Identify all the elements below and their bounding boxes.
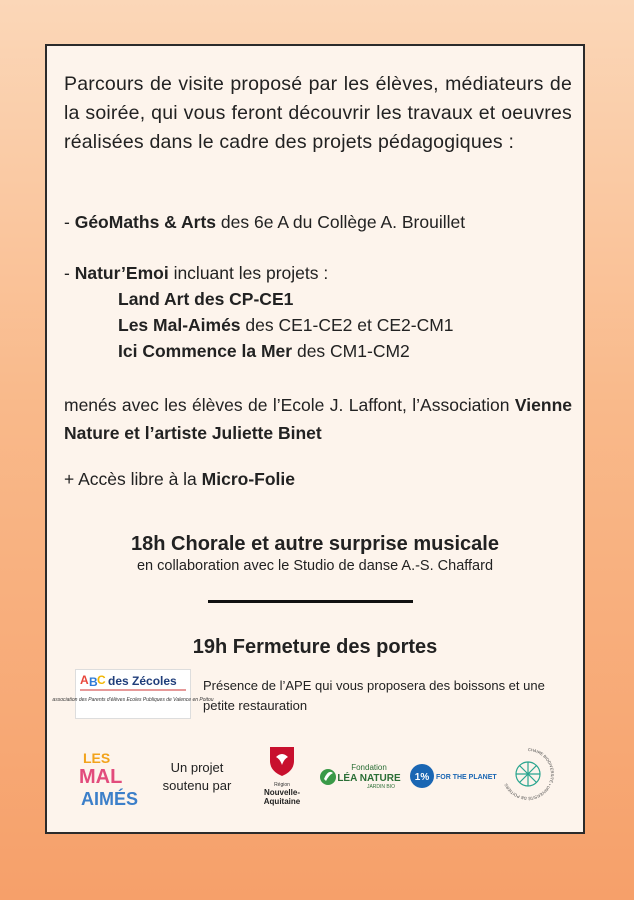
lma-aimes: AIMÉS: [81, 789, 139, 809]
chaire-text: CHAIRE BIODIVERSITÉ • UNIVERSITÉ DE POITIERS: [503, 746, 555, 802]
partners-paragraph: [64, 391, 572, 447]
microfolie-title: Micro-Folie: [201, 469, 295, 489]
les-mal-aimes-logo: [77, 747, 147, 809]
geomaths-title: GéoMaths & Arts: [74, 212, 217, 232]
planet-pct: 1%: [414, 772, 430, 783]
geomaths-line: [64, 210, 465, 234]
lea-line1: Fondation: [351, 763, 387, 772]
fermeture-title: 19h Fermeture des portes: [192, 636, 438, 658]
naturemoi-prefix: -: [64, 263, 75, 283]
fondation-lea-nature-logo: [319, 761, 401, 793]
partner-logos: [47, 739, 583, 819]
naturemoi-line: [64, 261, 328, 285]
naturemoi-rest: incluant les projets :: [168, 263, 329, 283]
lea-line2: LÉA NATURE: [337, 773, 401, 784]
region-line1: Nouvelle-: [263, 788, 300, 797]
project-item: [118, 338, 410, 364]
chaire-biodiversite-logo: [499, 745, 557, 803]
region-small: Région: [274, 782, 290, 788]
project-title: Land Art des CP-CE1: [118, 289, 294, 309]
geomaths-rest: des 6e A du Collège A. Brouillet: [216, 212, 466, 232]
projet-line1: Un projet: [170, 760, 224, 775]
lma-mal: MAL: [79, 766, 123, 788]
lma-les: LES: [83, 750, 111, 766]
project-rest: des CM1-CM2: [292, 341, 410, 361]
project-title: Ici Commence la Mer: [118, 341, 293, 361]
project-title: Les Mal-Aimés: [118, 315, 241, 335]
svg-text:C: C: [97, 673, 106, 687]
divider-rule: [208, 600, 413, 603]
lea-line3: JARDIN BIO: [366, 784, 396, 790]
ape-logo-text: des Zécoles: [108, 674, 177, 688]
partners-text: menés avec les élèves de l’Ecole J. Laffont, l’Association: [64, 395, 515, 415]
project-rest: des CE1-CE2 et CE2-CM1: [240, 315, 454, 335]
abc-logo-icon: [52, 670, 214, 718]
naturemoi-title: Natur’Emoi: [74, 263, 169, 283]
chorale-subtitle: en collaboration avec le Studio de danse A.-S. Chaffard: [136, 558, 494, 574]
intro-paragraph: Parcours de visite proposé par les élèves, médiateurs de la soirée, qui vous feront découvrir les travaux et oeuvres réalisées dans le cadre des projets pédagogiques :: [64, 73, 572, 153]
nouvelle-aquitaine-logo: [255, 745, 309, 813]
geomaths-prefix: -: [64, 212, 75, 232]
planet-text: FOR THE PLANET: [436, 774, 497, 781]
svg-text:A: A: [80, 673, 89, 687]
project-item: [118, 312, 454, 338]
microfolie-line: [64, 467, 295, 491]
partners-bold: Vienne Nature et l’artiste Juliette Binet: [64, 395, 572, 443]
one-percent-planet-logo: [409, 763, 497, 789]
ape-logo: [52, 669, 214, 719]
chorale-title: 18h Chorale et autre surprise musicale: [131, 533, 499, 555]
microfolie-prefix: + Accès libre à la: [64, 469, 202, 489]
project-supported-text: [160, 759, 234, 795]
svg-text:B: B: [89, 675, 98, 689]
region-shield-icon: [266, 745, 298, 777]
ape-text: Présence de l’APE qui vous proposera des boissons et une petite restauration: [203, 678, 545, 713]
event-card: [45, 44, 585, 834]
region-line2: Aquitaine: [263, 797, 301, 806]
ape-logo-small: association des Parents d'élèves Ecoles Publiques de Valence en Poitou: [52, 697, 214, 703]
project-item: [118, 286, 293, 312]
projet-line2: soutenu par: [162, 778, 232, 793]
